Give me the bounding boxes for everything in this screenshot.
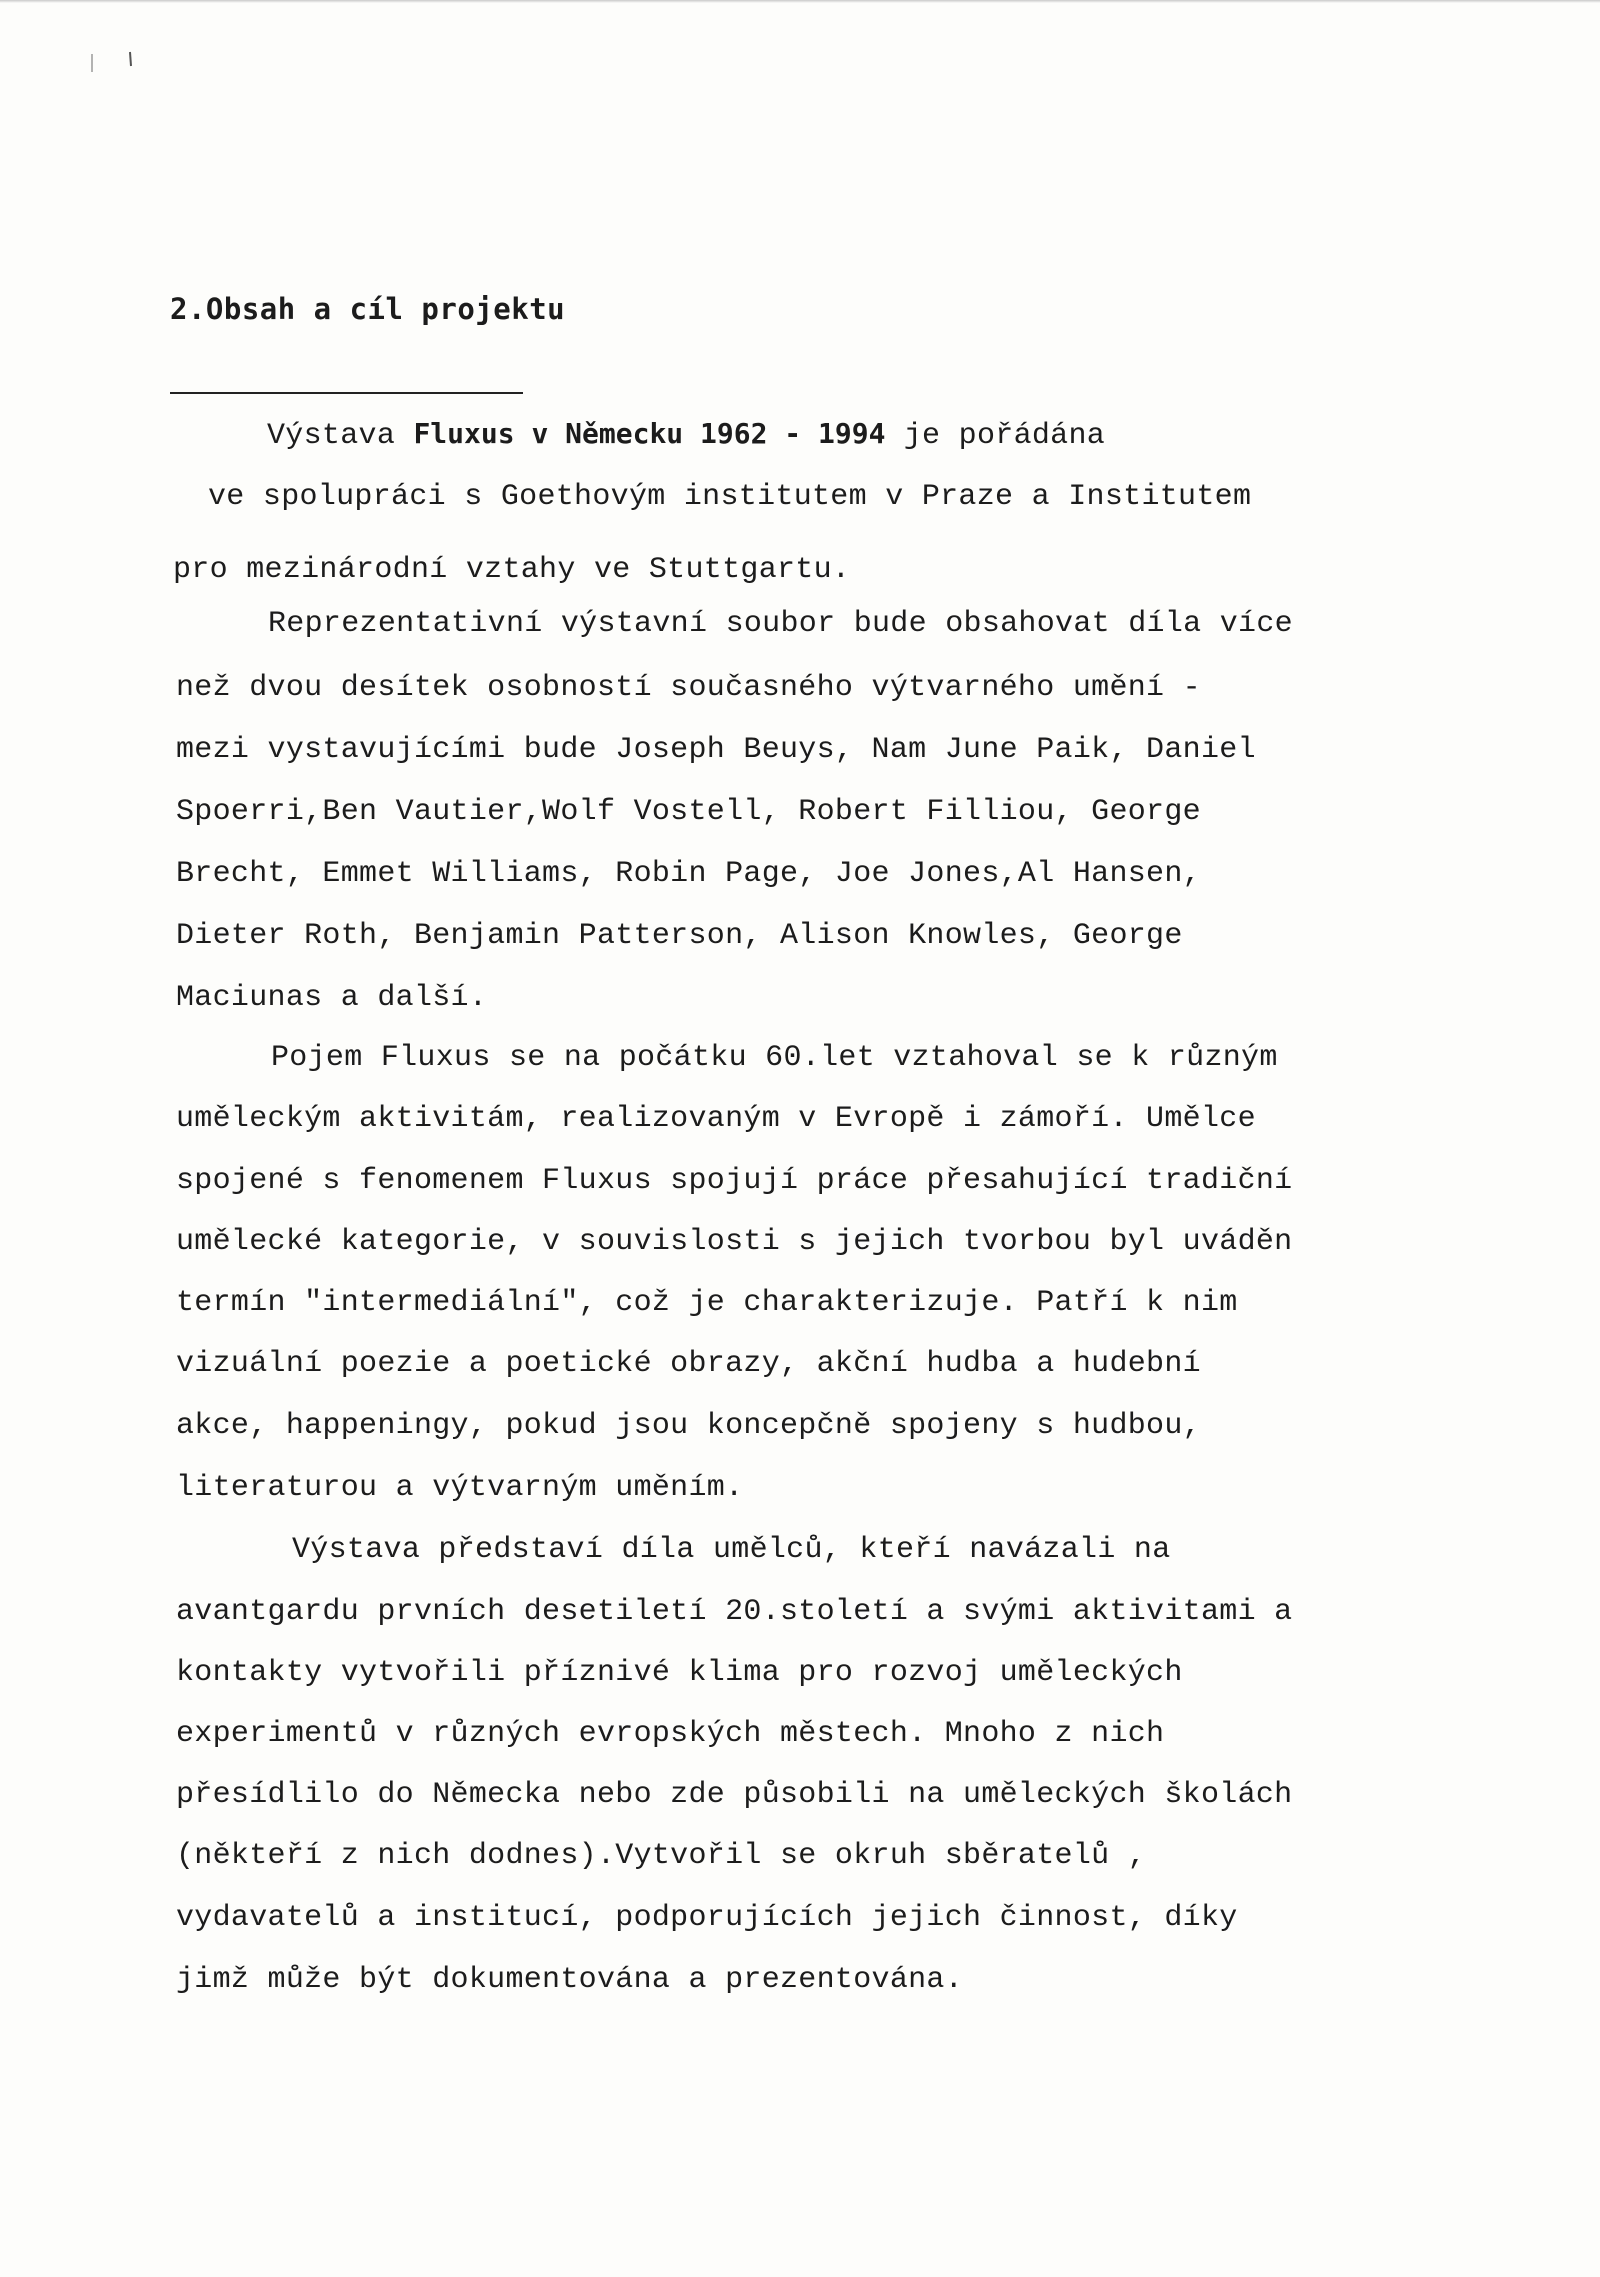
margin-pencil-marks [88, 50, 148, 80]
text-line: avantgardu prvních desetiletí 20.století a svými aktivitami a [176, 1595, 1293, 1629]
text-line: akce, happeningy, pokud jsou koncepčně spojeny s hudbou, [176, 1409, 1201, 1443]
text-line: Pojem Fluxus se na počátku 60.let vztahoval se k různým [271, 1041, 1278, 1075]
text-line: vydavatelů a institucí, podporujících jejich činnost, díky [176, 1901, 1238, 1935]
text-line: Výstava Fluxus v Německu 1962 - 1994 je pořádána [267, 417, 1106, 453]
section-heading: 2.Obsah a cíl projektu [170, 292, 566, 326]
text-line: umělecké kategorie, v souvislosti s jejich tvorbou byl uváděn [176, 1225, 1293, 1259]
text-line: Dieter Roth, Benjamin Patterson, Alison Knowles, George [176, 919, 1183, 953]
text-line: Brecht, Emmet Williams, Robin Page, Joe Jones,Al Hansen, [176, 857, 1201, 891]
text-line: spojené s fenomenem Fluxus spojují práce přesahující tradiční [176, 1164, 1293, 1198]
scan-edge [0, 0, 1600, 3]
text-line: termín "intermediální", což je charakterizuje. Patří k nim [176, 1286, 1238, 1320]
text-line: vizuální poezie a poetické obrazy, akční hudba a hudební [176, 1347, 1201, 1381]
text-line: (někteří z nich dodnes).Vytvořil se okruh sběratelů , [176, 1839, 1147, 1873]
text-line: experimentů v různých evropských městech. Mnoho z nich [176, 1717, 1165, 1751]
exhibition-title: Fluxus v Německu 1962 - 1994 [413, 417, 886, 450]
text-line: literaturou a výtvarným uměním. [176, 1471, 744, 1505]
text-line: uměleckým aktivitám, realizovaným v Evropě i zámoří. Umělce [176, 1102, 1256, 1136]
text-line: přesídlilo do Německa nebo zde působili na uměleckých školách [176, 1778, 1293, 1812]
text-line: Výstava představí díla umělců, kteří navázali na [292, 1533, 1171, 1567]
text-line: ve spolupráci s Goethovým institutem v Praze a Institutem [208, 480, 1252, 514]
text-line: mezi vystavujícími bude Joseph Beuys, Nam June Paik, Daniel [176, 733, 1256, 767]
text-line: Maciunas a další. [176, 981, 488, 1015]
text-line: pro mezinárodní vztahy ve Stuttgartu. [173, 553, 851, 587]
text-line: jimž může být dokumentována a prezentována. [176, 1963, 964, 1997]
text-line: než dvou desítek osobností současného výtvarného umění - [176, 671, 1201, 705]
text-line: Reprezentativní výstavní soubor bude obsahovat díla více [268, 607, 1293, 641]
text-line: Spoerri,Ben Vautier,Wolf Vostell, Robert Filliou, George [176, 795, 1201, 829]
text-line: kontakty vytvořili příznivé klima pro rozvoj uměleckých [176, 1656, 1183, 1690]
heading-underline [170, 392, 523, 394]
